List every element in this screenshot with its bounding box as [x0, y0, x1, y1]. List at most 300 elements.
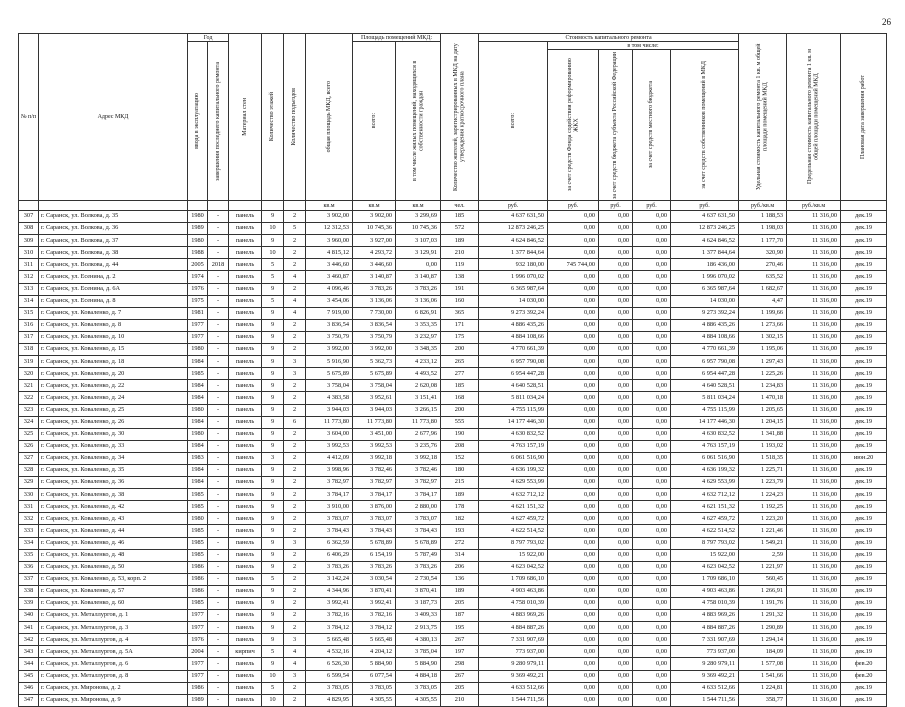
- cell-entrances: 2: [284, 392, 306, 404]
- cell-year-repair: -: [208, 670, 229, 682]
- unit: руб.: [479, 201, 548, 211]
- header-incl: в том числе:: [548, 42, 739, 50]
- cell-cost-mun: 0,00: [633, 452, 671, 464]
- cell-deadline: дек.19: [841, 610, 887, 622]
- cell-cost-total: 12 873 246,25: [479, 223, 548, 235]
- cell-material: панель: [229, 283, 262, 295]
- cell-deadline: дек.19: [841, 513, 887, 525]
- cell-spec-cost: 1 297,43: [739, 356, 787, 368]
- cell-floors: 9: [262, 537, 284, 549]
- cell-premises-total: 3 902,00: [353, 211, 396, 223]
- cell-premises-total: 5 884,90: [353, 658, 396, 670]
- cell-floors: 5: [262, 682, 284, 694]
- cell-deadline: дек.19: [841, 295, 887, 307]
- header-cost: Стоимость капитального ремонта: [479, 34, 739, 42]
- table-row: [19, 416, 887, 428]
- cell-premises-total: 3 783,26: [353, 561, 396, 573]
- cell-num: 339: [19, 598, 39, 610]
- cell-cost-own: 7 331 907,69: [671, 634, 739, 646]
- cell-year-commission: 1977: [188, 331, 208, 343]
- table-row: [19, 368, 887, 380]
- cell-limit-cost: 11 316,00: [787, 356, 841, 368]
- cell-deadline: дек.19: [841, 235, 887, 247]
- cell-floors: 9: [262, 549, 284, 561]
- cell-limit-cost: 11 316,00: [787, 404, 841, 416]
- cell-cost-total: 8 797 793,02: [479, 537, 548, 549]
- cell-floors: 9: [262, 501, 284, 513]
- cell-total-area: 6 526,30: [306, 658, 353, 670]
- cell-cost-total: 4 624 846,52: [479, 235, 548, 247]
- table-row: [19, 585, 887, 597]
- table-row: [19, 464, 887, 476]
- cell-spec-cost: 1 234,83: [739, 380, 787, 392]
- table-row: [19, 610, 887, 622]
- cell-spec-cost: 1 470,18: [739, 392, 787, 404]
- cell-cost-total: 4 632 712,12: [479, 489, 548, 501]
- cell-entrances: 2: [284, 682, 306, 694]
- cell-cost-total: 4 629 553,99: [479, 477, 548, 489]
- cell-total-area: 5 665,48: [306, 634, 353, 646]
- cell-cost-reg: 0,00: [599, 549, 633, 561]
- cell-deadline: дек.19: [841, 344, 887, 356]
- cell-limit-cost: 11 316,00: [787, 380, 841, 392]
- cell-total-area: 6 599,54: [306, 670, 353, 682]
- header-address: Адрес МКД: [39, 34, 188, 201]
- cell-cost-total: 4 903 463,86: [479, 585, 548, 597]
- cell-address: г. Саранск, ул. Миронова, д. 9: [39, 694, 188, 706]
- header-reg: за счет средств бюджета субъекта Российской Федерации: [599, 50, 633, 201]
- cell-residents: 138: [441, 271, 479, 283]
- cell-year-commission: 2004: [188, 646, 208, 658]
- cell-cost-own: 6 061 516,90: [671, 452, 739, 464]
- cell-floors: 10: [262, 670, 284, 682]
- cell-spec-cost: 1 205,65: [739, 404, 787, 416]
- cell-num: 335: [19, 549, 39, 561]
- cell-limit-cost: 11 316,00: [787, 331, 841, 343]
- cell-residents: 197: [441, 646, 479, 658]
- units-row: [19, 201, 887, 211]
- cell-limit-cost: 11 316,00: [787, 452, 841, 464]
- cell-year-repair: -: [208, 428, 229, 440]
- cell-num: 317: [19, 331, 39, 343]
- table-row: [19, 694, 887, 706]
- cell-floors: 5: [262, 646, 284, 658]
- cell-spec-cost: 1 273,66: [739, 319, 787, 331]
- cell-entrances: 2: [284, 477, 306, 489]
- cell-num: 337: [19, 573, 39, 585]
- cell-entrances: 2: [284, 610, 306, 622]
- cell-deadline: дек.19: [841, 428, 887, 440]
- cell-residents: 185: [441, 211, 479, 223]
- cell-deadline: дек.19: [841, 271, 887, 283]
- table-row: [19, 452, 887, 464]
- cell-cost-mun: 0,00: [633, 259, 671, 271]
- cell-material: панель: [229, 464, 262, 476]
- cell-total-area: 3 604,00: [306, 428, 353, 440]
- cell-year-repair: -: [208, 477, 229, 489]
- cell-premises-total: 3 782,46: [353, 464, 396, 476]
- cell-num: 321: [19, 380, 39, 392]
- table-row: [19, 501, 887, 513]
- cell-residents: 298: [441, 658, 479, 670]
- cell-cost-reg: 0,00: [599, 634, 633, 646]
- cell-premises-residential: 4 493,52: [396, 368, 441, 380]
- table-row: [19, 428, 887, 440]
- cell-cost-own: 4 640 528,51: [671, 380, 739, 392]
- cell-premises-total: 3 783,26: [353, 283, 396, 295]
- cell-cost-mun: 0,00: [633, 428, 671, 440]
- cell-total-area: 3 782,97: [306, 477, 353, 489]
- cell-limit-cost: 11 316,00: [787, 610, 841, 622]
- cell-deadline: дек.19: [841, 223, 887, 235]
- cell-total-area: 3 992,53: [306, 440, 353, 452]
- cell-cost-total: 4 758 010,39: [479, 598, 548, 610]
- cell-residents: 215: [441, 477, 479, 489]
- cell-material: панель: [229, 537, 262, 549]
- cell-year-repair: -: [208, 319, 229, 331]
- cell-premises-residential: 4 380,13: [396, 634, 441, 646]
- cell-num: 323: [19, 404, 39, 416]
- cell-premises-total: 4 305,55: [353, 694, 396, 706]
- header-limit-cost: Предельная стоимость капитального ремонта 1 кв. м общей площади помещений МКД: [787, 34, 841, 201]
- cell-address: г. Саранск, ул. Коваленко, д. 8: [39, 319, 188, 331]
- cell-cost-total: 4 770 661,39: [479, 344, 548, 356]
- cell-premises-residential: 2 620,08: [396, 380, 441, 392]
- cell-spec-cost: 1 682,67: [739, 283, 787, 295]
- cell-spec-cost: 560,45: [739, 573, 787, 585]
- cell-entrances: 3: [284, 670, 306, 682]
- cell-year-commission: 1989: [188, 694, 208, 706]
- cell-material: панель: [229, 331, 262, 343]
- cell-num: 336: [19, 561, 39, 573]
- cell-cost-fed: 0,00: [548, 295, 599, 307]
- cell-limit-cost: 11 316,00: [787, 477, 841, 489]
- cell-residents: 189: [441, 235, 479, 247]
- cell-year-commission: 1986: [188, 585, 208, 597]
- cell-year-repair: 2018: [208, 259, 229, 271]
- cell-num: 319: [19, 356, 39, 368]
- cell-year-commission: 1986: [188, 561, 208, 573]
- cell-cost-own: 4 629 553,99: [671, 477, 739, 489]
- cell-cost-reg: 0,00: [599, 658, 633, 670]
- cell-spec-cost: 1 224,81: [739, 682, 787, 694]
- cell-spec-cost: 1 221,46: [739, 525, 787, 537]
- cell-year-repair: -: [208, 646, 229, 658]
- cell-year-commission: 1985: [188, 489, 208, 501]
- header-mun: за счет средств местного бюджета: [633, 50, 671, 201]
- cell-floors: 9: [262, 380, 284, 392]
- cell-entrances: 2: [284, 549, 306, 561]
- cell-num: 315: [19, 307, 39, 319]
- cell-floors: 5: [262, 259, 284, 271]
- cell-spec-cost: 1 204,15: [739, 416, 787, 428]
- header-year-commission: ввода в эксплуатацию: [188, 42, 208, 201]
- cell-cost-mun: 0,00: [633, 610, 671, 622]
- cell-deadline: дек.19: [841, 489, 887, 501]
- cell-premises-total: 3 783,05: [353, 682, 396, 694]
- table-row: [19, 344, 887, 356]
- cell-floors: 5: [262, 295, 284, 307]
- cell-num: 346: [19, 682, 39, 694]
- cell-material: панель: [229, 356, 262, 368]
- table-body: [19, 211, 887, 707]
- cell-deadline: дек.19: [841, 380, 887, 392]
- cell-address: г. Саранск, ул. Коваленко, д. 20: [39, 368, 188, 380]
- cell-year-repair: -: [208, 440, 229, 452]
- cell-floors: 9: [262, 211, 284, 223]
- cell-cost-own: 6 954 447,28: [671, 368, 739, 380]
- cell-spec-cost: 184,09: [739, 646, 787, 658]
- cell-floors: 9: [262, 283, 284, 295]
- cell-cost-total: 5 811 034,24: [479, 392, 548, 404]
- cell-address: г. Саранск, ул. Коваленко, д. 24: [39, 392, 188, 404]
- unit: руб./кв.м: [787, 201, 841, 211]
- cell-address: г. Саранск, ул. Волкова, д. 35: [39, 211, 188, 223]
- header-wall-material: Материал стен: [229, 34, 262, 201]
- cell-num: 332: [19, 513, 39, 525]
- cell-premises-total: 7 730,00: [353, 307, 396, 319]
- cell-cost-fed: 0,00: [548, 235, 599, 247]
- cell-cost-total: 773 937,00: [479, 646, 548, 658]
- cell-cost-total: 4 636 199,32: [479, 464, 548, 476]
- cell-year-repair: -: [208, 682, 229, 694]
- cell-cost-total: 4 763 157,19: [479, 440, 548, 452]
- cell-cost-mun: 0,00: [633, 501, 671, 513]
- cell-floors: 9: [262, 634, 284, 646]
- cell-cost-reg: 0,00: [599, 295, 633, 307]
- cell-material: кирпич: [229, 646, 262, 658]
- cell-cost-reg: 0,00: [599, 682, 633, 694]
- cell-year-commission: 1988: [188, 247, 208, 259]
- cell-year-commission: 1984: [188, 440, 208, 452]
- cell-material: панель: [229, 525, 262, 537]
- cell-year-commission: 1985: [188, 549, 208, 561]
- cell-num: 345: [19, 670, 39, 682]
- cell-deadline: дек.19: [841, 585, 887, 597]
- cell-year-commission: 1976: [188, 283, 208, 295]
- cell-cost-total: 6 061 516,90: [479, 452, 548, 464]
- cell-premises-total: 3 992,18: [353, 452, 396, 464]
- cell-premises-total: 3 992,00: [353, 344, 396, 356]
- cell-cost-fed: 0,00: [548, 452, 599, 464]
- cell-floors: 9: [262, 440, 284, 452]
- cell-cost-fed: 0,00: [548, 549, 599, 561]
- cell-year-commission: 1980: [188, 513, 208, 525]
- cell-num: 330: [19, 489, 39, 501]
- cell-cost-mun: 0,00: [633, 223, 671, 235]
- cell-cost-mun: 0,00: [633, 271, 671, 283]
- cell-premises-residential: 3 107,03: [396, 235, 441, 247]
- table-row: [19, 307, 887, 319]
- cell-residents: 265: [441, 356, 479, 368]
- cell-premises-total: 3 136,06: [353, 295, 396, 307]
- cell-floors: 9: [262, 477, 284, 489]
- cell-address: г. Саранск, ул. Есенина, д. 6А: [39, 283, 188, 295]
- table-row: [19, 404, 887, 416]
- cell-residents: 180: [441, 464, 479, 476]
- cell-cost-own: 4 886 435,26: [671, 319, 739, 331]
- cell-deadline: дек.19: [841, 440, 887, 452]
- cell-cost-total: 4 884 887,26: [479, 622, 548, 634]
- cell-cost-reg: 0,00: [599, 392, 633, 404]
- cell-year-repair: -: [208, 392, 229, 404]
- header-premises-area: Площадь помещений МКД:: [353, 34, 441, 42]
- cell-cost-mun: 0,00: [633, 440, 671, 452]
- cell-deadline: дек.19: [841, 537, 887, 549]
- cell-entrances: 2: [284, 319, 306, 331]
- cell-limit-cost: 11 316,00: [787, 670, 841, 682]
- cell-cost-fed: 0,00: [548, 598, 599, 610]
- cell-cost-fed: 745 744,00: [548, 259, 599, 271]
- cell-premises-residential: 6 826,91: [396, 307, 441, 319]
- cell-material: панель: [229, 658, 262, 670]
- cell-year-commission: 1975: [188, 295, 208, 307]
- table-row: [19, 646, 887, 658]
- cell-total-area: 3 783,26: [306, 561, 353, 573]
- cell-cost-fed: 0,00: [548, 271, 599, 283]
- header-year: Год: [188, 34, 229, 42]
- cell-residents: 210: [441, 694, 479, 706]
- cell-year-commission: 1984: [188, 392, 208, 404]
- table-row: [19, 440, 887, 452]
- cell-address: г. Саранск, ул. Металлургов, д. 4: [39, 634, 188, 646]
- cell-entrances: 2: [284, 404, 306, 416]
- cell-year-commission: 1989: [188, 223, 208, 235]
- cell-cost-reg: 0,00: [599, 428, 633, 440]
- cell-total-area: 4 829,95: [306, 694, 353, 706]
- cell-spec-cost: 1 191,76: [739, 598, 787, 610]
- cell-address: г. Саранск, ул. Волкова, д. 44: [39, 259, 188, 271]
- cell-limit-cost: 11 316,00: [787, 416, 841, 428]
- cell-deadline: дек.19: [841, 404, 887, 416]
- cell-cost-reg: 0,00: [599, 646, 633, 658]
- cell-address: г. Саранск, ул. Коваленко, д. 48: [39, 549, 188, 561]
- cell-total-area: 3 784,12: [306, 622, 353, 634]
- cell-cost-reg: 0,00: [599, 452, 633, 464]
- cell-cost-reg: 0,00: [599, 356, 633, 368]
- cell-num: 307: [19, 211, 39, 223]
- cell-premises-residential: 3 348,35: [396, 344, 441, 356]
- cell-floors: 9: [262, 416, 284, 428]
- cell-spec-cost: 1 221,97: [739, 561, 787, 573]
- cell-cost-reg: 0,00: [599, 537, 633, 549]
- cell-material: панель: [229, 585, 262, 597]
- cell-spec-cost: 1 224,23: [739, 489, 787, 501]
- cell-num: 331: [19, 501, 39, 513]
- cell-limit-cost: 11 316,00: [787, 573, 841, 585]
- cell-num: 342: [19, 634, 39, 646]
- cell-total-area: 3 142,24: [306, 573, 353, 585]
- cell-limit-cost: 11 316,00: [787, 489, 841, 501]
- cell-premises-residential: 3 232,97: [396, 331, 441, 343]
- cell-limit-cost: 11 316,00: [787, 259, 841, 271]
- cell-cost-reg: 0,00: [599, 368, 633, 380]
- cell-year-commission: 1981: [188, 307, 208, 319]
- cell-year-commission: 1980: [188, 344, 208, 356]
- table-row: [19, 549, 887, 561]
- cell-floors: 5: [262, 271, 284, 283]
- cell-spec-cost: 1 291,32: [739, 610, 787, 622]
- capital-repair-table: [18, 33, 887, 707]
- cell-cost-mun: 0,00: [633, 573, 671, 585]
- cell-entrances: 5: [284, 223, 306, 235]
- cell-material: панель: [229, 440, 262, 452]
- cell-residents: 187: [441, 610, 479, 622]
- cell-limit-cost: 11 316,00: [787, 235, 841, 247]
- cell-cost-fed: 0,00: [548, 561, 599, 573]
- cell-material: панель: [229, 477, 262, 489]
- cell-year-repair: -: [208, 295, 229, 307]
- cell-num: 312: [19, 271, 39, 283]
- cell-year-commission: 2005: [188, 259, 208, 271]
- cell-year-repair: -: [208, 634, 229, 646]
- cell-entrances: 4: [284, 271, 306, 283]
- cell-deadline: дек.19: [841, 598, 887, 610]
- cell-cost-total: 4 884 108,66: [479, 331, 548, 343]
- cell-year-commission: 1986: [188, 573, 208, 585]
- cell-total-area: 3 910,00: [306, 501, 353, 513]
- cell-entrances: 2: [284, 235, 306, 247]
- cell-year-commission: 1980: [188, 211, 208, 223]
- cell-deadline: дек.19: [841, 622, 887, 634]
- cell-entrances: 2: [284, 428, 306, 440]
- cell-cost-reg: 0,00: [599, 416, 633, 428]
- cell-address: г. Саранск, ул. Коваленко, д. 26: [39, 416, 188, 428]
- cell-cost-fed: 0,00: [548, 428, 599, 440]
- cell-cost-total: 9 280 979,11: [479, 658, 548, 670]
- cell-residents: 365: [441, 307, 479, 319]
- cell-address: г. Саранск, ул. Коваленко, д. 36: [39, 477, 188, 489]
- table-row: [19, 380, 887, 392]
- cell-cost-total: 4 621 151,32: [479, 501, 548, 513]
- cell-cost-reg: 0,00: [599, 464, 633, 476]
- cell-cost-mun: 0,00: [633, 585, 671, 597]
- cell-cost-fed: 0,00: [548, 537, 599, 549]
- header-num: № п/п: [19, 34, 39, 201]
- cell-floors: 5: [262, 573, 284, 585]
- cell-num: 309: [19, 235, 39, 247]
- cell-cost-own: 8 797 793,02: [671, 537, 739, 549]
- cell-deadline: дек.19: [841, 501, 887, 513]
- cell-cost-reg: 0,00: [599, 610, 633, 622]
- cell-cost-own: 1 996 070,02: [671, 271, 739, 283]
- cell-cost-total: 4 627 459,72: [479, 513, 548, 525]
- cell-year-repair: -: [208, 380, 229, 392]
- cell-residents: 277: [441, 368, 479, 380]
- cell-address: г. Саранск, ул. Коваленко, д. 42: [39, 501, 188, 513]
- cell-cost-total: 4 633 512,66: [479, 682, 548, 694]
- cell-cost-own: 1 709 686,10: [671, 573, 739, 585]
- cell-entrances: 2: [284, 573, 306, 585]
- cell-total-area: 3 960,00: [306, 235, 353, 247]
- cell-cost-mun: 0,00: [633, 537, 671, 549]
- cell-cost-total: 1 709 686,10: [479, 573, 548, 585]
- cell-total-area: 3 992,00: [306, 344, 353, 356]
- cell-cost-fed: 0,00: [548, 610, 599, 622]
- cell-cost-total: 4 640 528,51: [479, 380, 548, 392]
- cell-cost-total: 1 996 070,02: [479, 271, 548, 283]
- cell-cost-reg: 0,00: [599, 525, 633, 537]
- cell-total-area: 4 096,46: [306, 283, 353, 295]
- cell-cost-reg: 0,00: [599, 477, 633, 489]
- cell-year-commission: 1984: [188, 416, 208, 428]
- cell-year-repair: -: [208, 283, 229, 295]
- cell-limit-cost: 11 316,00: [787, 223, 841, 235]
- cell-num: 341: [19, 622, 39, 634]
- cell-deadline: дек.19: [841, 211, 887, 223]
- cell-address: г. Саранск, ул. Есенина, д. 2: [39, 271, 188, 283]
- cell-cost-total: 4 755 115,99: [479, 404, 548, 416]
